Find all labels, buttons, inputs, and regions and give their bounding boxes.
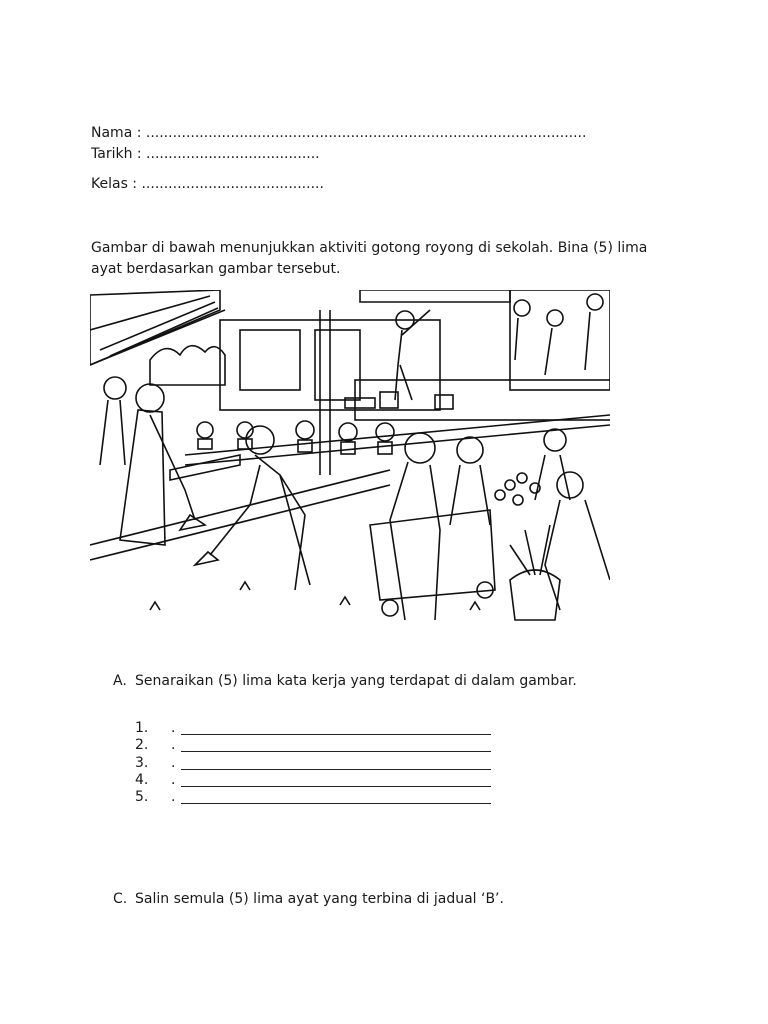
question-c-letter: C. <box>113 891 128 907</box>
answer-number: 2. <box>135 737 149 753</box>
question-c <box>113 890 504 908</box>
answer-line-1[interactable] <box>135 720 181 737</box>
name-field-line: Nama : ................................................................................................... <box>91 125 587 141</box>
answer-number: 3. <box>135 755 149 771</box>
question-a-letter: A. <box>113 673 127 689</box>
answer-rule <box>181 751 491 752</box>
answer-dot: . <box>171 789 176 805</box>
answer-rule <box>181 769 491 770</box>
gotong-royong-illustration <box>90 290 610 625</box>
answer-rule <box>181 803 491 804</box>
answer-number: 4. <box>135 772 149 788</box>
answer-dot: . <box>171 737 176 753</box>
answer-dot: . <box>171 772 176 788</box>
answer-line-3[interactable] <box>135 755 181 772</box>
answer-dot: . <box>171 755 176 771</box>
question-a <box>113 672 577 690</box>
answer-dot: . <box>171 720 176 736</box>
question-a-text: Senaraikan (5) lima kata kerja yang terdapat di dalam gambar. <box>135 673 577 689</box>
answer-line-2[interactable] <box>135 737 181 754</box>
instruction-text: Gambar di bawah menunjukkan aktiviti gotong royong di sekolah. Bina (5) lima ayat berdasarkan gambar tersebut. <box>91 240 648 277</box>
answer-line-5[interactable] <box>135 789 181 806</box>
answer-rule <box>181 734 491 735</box>
answer-number: 1. <box>135 720 149 736</box>
class-field-line: Kelas : ......................................... <box>91 176 324 192</box>
date-field-line: Tarikh : ....................................... <box>91 146 320 162</box>
question-c-text: Salin semula (5) lima ayat yang terbina di jadual ‘B’. <box>135 891 504 907</box>
answer-rule <box>181 786 491 787</box>
answer-line-4[interactable] <box>135 772 181 789</box>
answer-number: 5. <box>135 789 149 805</box>
